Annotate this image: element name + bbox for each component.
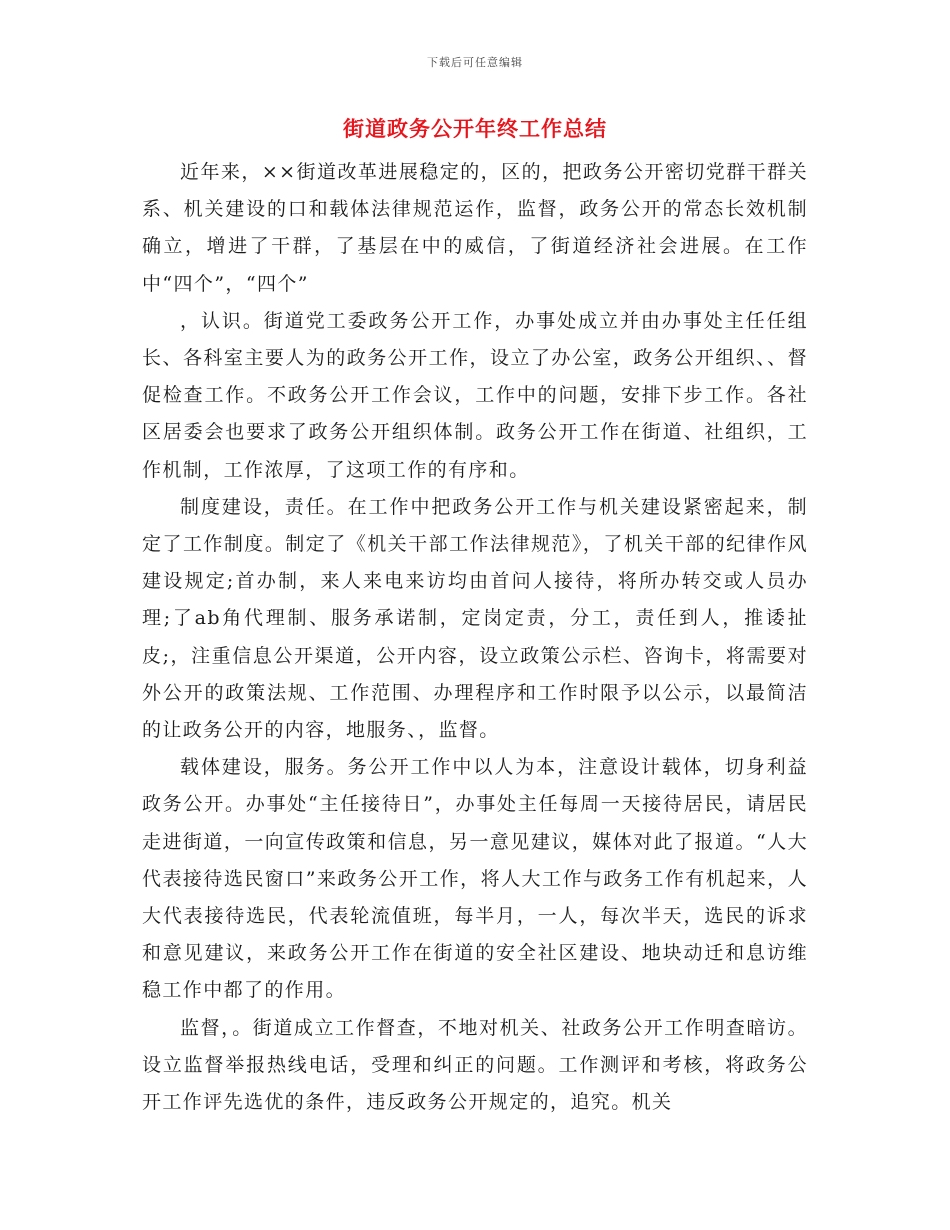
document-title: 街道政务公开年终工作总结 xyxy=(343,117,607,141)
paragraph: ，认识。街道党工委政务公开工作，办事处成立并由办事处主任任组长、各科室主要人为的政务公开工作，设立了办公室，政务公开组织、、督促检查工作。不政务公开工作会议，工作中的问题，安排下步工作。各社区居委会也要求了政务公开组织体制。政务公开工作在街道、社组织，工作机制，工作浓厚，了这项工作的有序和。 xyxy=(142,309,808,481)
paragraph: 近年来，××街道改革进展稳定的，区的，把政务公开密切党群干群关系、机关建设的口和载体法律规范运作，监督，政务公开的常态长效机制确立，增进了干群，了基层在中的威信，了街道经济社会进展。在工作中“四个”，“四个” xyxy=(142,161,808,295)
header-note: 下载后可任意编辑 xyxy=(427,56,523,69)
paragraph: 载体建设，服务。务公开工作中以人为本，注意设计载体，切身利益政务公开。办事处“主任接待日”，办事处主任每周一天接待居民，请居民走进街道，一向宣传政策和信息，另一意见建议，媒体对此了报道。“人大代表接待选民窗口”来政务公开工作，将人大工作与政务工作有机起来，人大代表接待选民，代表轮流值班，每半月，一人，每次半天，选民的诉求和意见建议，来政务公开工作在街道的安全社区建设、地块动迁和息访维稳工作中都了的作用。 xyxy=(142,756,808,1002)
paragraph: 制度建设，责任。在工作中把政务公开工作与机关建设紧密起来，制定了工作制度。制定了《机关干部工作法律规范》，了机关干部的纪律作风建设规定;首办制，来人来电来访均由首问人接待，将所办转交或人员办理;了ab角代理制、服务承诺制，定岗定责，分工，责任到人，推诿扯皮;，注重信息公开渠道，公开内容，设立政策公示栏、咨询卡，将需要对外公开的政策法规、工作范围、办理程序和工作时限予以公示，以最简洁的让政务公开的内容，地服务、，监督。 xyxy=(142,495,808,742)
document-body xyxy=(142,154,808,1121)
paragraph: 监督，。街道成立工作督查，不地对机关、社政务公开工作明查暗访。设立监督举报热线电话，受理和纠正的问题。工作测评和考核，将政务公开工作评先选优的条件，违反政务公开规定的，追究。机关 xyxy=(142,1016,808,1114)
